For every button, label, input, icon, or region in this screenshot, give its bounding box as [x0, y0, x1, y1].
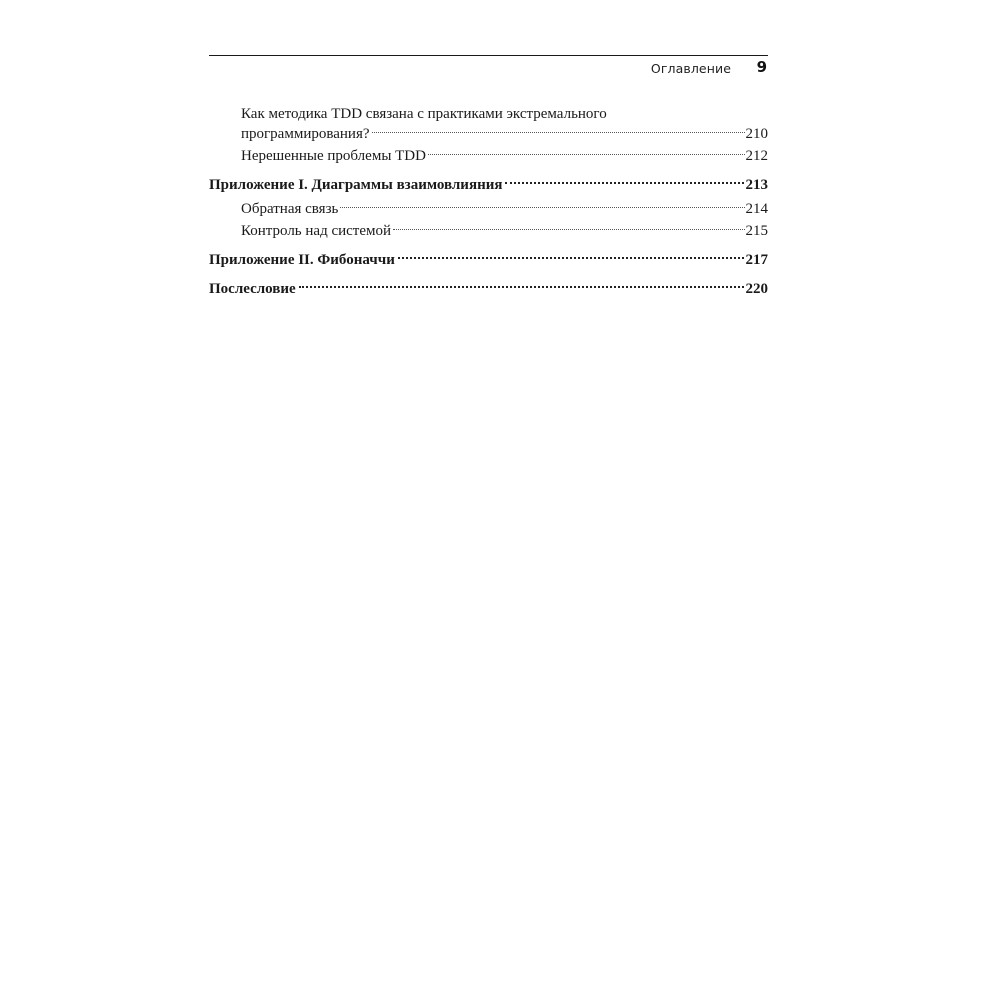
toc-entry-page: 212	[745, 148, 768, 164]
toc-chapter-entry	[209, 278, 768, 300]
header-rule	[209, 55, 768, 56]
toc-entry-title-first-line: Как методика TDD связана с практиками экстремального	[241, 106, 607, 122]
dot-leader	[299, 276, 744, 288]
toc-chapter-title: Послесловие	[209, 281, 296, 297]
dot-leader	[428, 144, 745, 155]
toc-entry	[209, 123, 768, 145]
dot-leader	[393, 219, 744, 230]
toc-entry	[209, 220, 768, 242]
page-number: 9	[756, 58, 767, 76]
toc-entry-title: программирования?	[241, 126, 370, 142]
toc-chapter-page: 213	[745, 177, 768, 193]
toc-chapter-title: Приложение II. Фибоначчи	[209, 252, 395, 268]
toc-chapter-entry	[209, 249, 768, 271]
toc-chapter-page: 217	[745, 252, 768, 268]
toc-entry-page: 210	[745, 126, 768, 142]
toc-entry-title: Контроль над системой	[241, 223, 392, 239]
running-header	[209, 58, 768, 80]
dot-leader	[372, 122, 745, 133]
toc-chapter-entry	[209, 174, 768, 196]
toc-entry-title: Нерешенные проблемы TDD	[241, 148, 426, 164]
dot-leader	[398, 247, 744, 259]
toc-chapter-title: Приложение I. Диаграммы взаимовлияния	[209, 177, 503, 193]
running-title: Оглавление	[650, 61, 731, 76]
toc-entry-page: 214	[745, 201, 768, 217]
toc-entry-line-1	[209, 104, 768, 124]
dot-leader	[505, 172, 743, 184]
toc-entry	[209, 145, 768, 167]
table-of-contents	[209, 104, 768, 300]
dot-leader	[340, 197, 744, 208]
toc-entry	[209, 198, 768, 220]
toc-entry-page: 215	[745, 223, 768, 239]
toc-entry-title: Обратная связь	[241, 201, 339, 217]
toc-chapter-page: 220	[745, 281, 768, 297]
